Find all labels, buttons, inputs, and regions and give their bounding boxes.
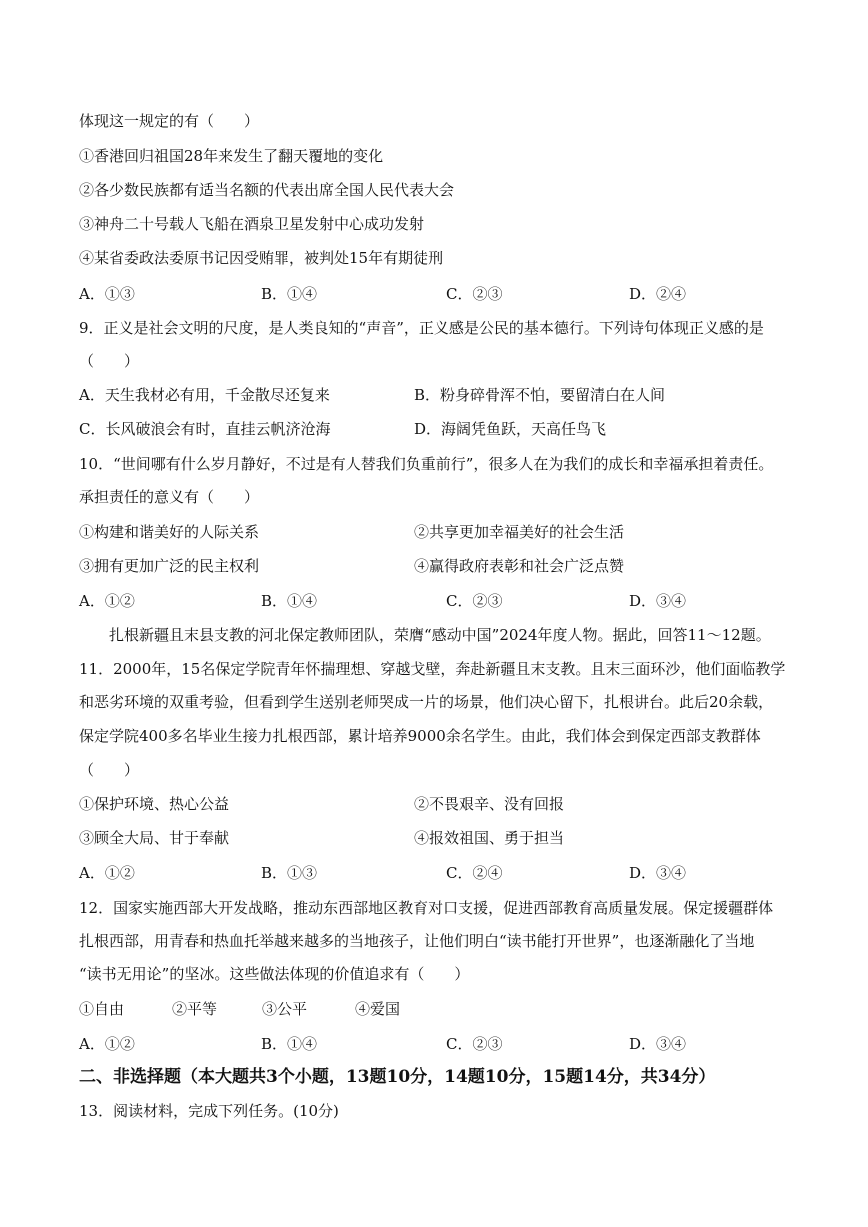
q9-option-a: A．天生我材必有用，千金散尽还复来: [79, 386, 330, 404]
q8-option-c: C．②③: [446, 285, 503, 303]
section-2-title: 二、非选择题（本大题共3个小题，13题10分，14题10分，15题14分，共34分）: [79, 1067, 716, 1087]
q9-option-d: D．海阔凭鱼跃，天高任鸟飞: [414, 420, 607, 438]
q11-stem-line-2: 和恶劣环境的双重考验，但看到学生送别老师哭成一片的场景，他们决心留下，扎根讲台。此后20余载，: [79, 693, 774, 711]
q8-option-b: B．①④: [261, 285, 318, 303]
q11-option-a: A．①②: [79, 864, 135, 882]
q11-stem-line-3: 保定学院400多名毕业生接力扎根西部，累计培养9000余名学生。由此，我们体会到保定西部支教群体: [79, 727, 761, 745]
q11-option-c: C．②④: [446, 864, 503, 882]
q10-item-3: ③拥有更加广泛的民主权利: [79, 557, 260, 575]
q9-option-b: B．粉身碎骨浑不怕，要留清白在人间: [414, 386, 666, 404]
q8-item-1: ①香港回归祖国28年来发生了翻天覆地的变化: [79, 147, 384, 165]
q12-option-b: B．①④: [261, 1035, 318, 1053]
q8-item-3: ③神舟二十号载人飞船在酒泉卫星发射中心成功发射: [79, 215, 425, 233]
q9-stem-line-2: （ ）: [79, 352, 140, 370]
q10-option-d: D．③④: [629, 592, 687, 610]
q11-stem-line-1: 11．2000年，15名保定学院青年怀揣理想、穿越戈壁，奔赴新疆且末支教。且末三面环沙，他们面临教学: [79, 660, 786, 678]
q10-item-2: ②共享更加幸福美好的社会生活: [414, 523, 625, 541]
q10-item-4: ④赢得政府表彰和社会广泛点赞: [414, 557, 625, 575]
q12-stem-line-1: 12．国家实施西部大开发战略，推动东西部地区教育对口支援，促进西部教育高质量发展。保定援疆群体: [79, 899, 774, 917]
q12-option-a: A．①②: [79, 1035, 135, 1053]
q12-stem-line-2: 扎根西部，用青春和热血托举越来越多的当地孩子，让他们明白“读书能打开世界”，也逐渐融化了当地: [79, 932, 755, 950]
q12-option-d: D．③④: [629, 1035, 687, 1053]
q9-option-c: C．长风破浪会有时，直挂云帆济沧海: [79, 420, 331, 438]
q11-stem-line-4: （ ）: [79, 761, 140, 779]
q12-item-1: ①自由: [79, 1000, 125, 1018]
q10-option-b: B．①④: [261, 592, 318, 610]
q11-item-2: ②不畏艰辛、没有回报: [414, 795, 565, 813]
q10-item-1: ①构建和谐美好的人际关系: [79, 523, 260, 541]
q11-item-4: ④报效祖国、勇于担当: [414, 829, 565, 847]
q8-option-a: A．①③: [79, 285, 135, 303]
q8-option-d: D．②④: [629, 285, 687, 303]
q8-item-2: ②各少数民族都有适当名额的代表出席全国人民代表大会: [79, 181, 455, 199]
q12-item-2: ②平等: [172, 1000, 218, 1018]
q13-stem: 13．阅读材料，完成下列任务。(10分): [79, 1102, 339, 1120]
q12-stem-line-3: “读书无用论”的坚冰。这些做法体现的价值追求有（ ）: [79, 965, 470, 983]
q10-stem-line-1: 10．“世间哪有什么岁月静好，不过是有人替我们负重前行”，很多人在为我们的成长和幸福承担着责任。: [79, 455, 774, 473]
q11-item-3: ③顾全大局、甘于奉献: [79, 829, 230, 847]
q11-item-1: ①保护环境、热心公益: [79, 795, 230, 813]
q8-stem-tail: 体现这一规定的有（ ）: [79, 112, 260, 130]
q12-item-4: ④爱国: [355, 1000, 401, 1018]
intro-11-12: 扎根新疆且末县支教的河北保定教师团队，荣膺“感动中国”2024年度人物。据此，回答11～12题。: [109, 626, 771, 644]
q8-item-4: ④某省委政法委原书记因受贿罪，被判处15年有期徒刑: [79, 249, 444, 267]
q10-option-c: C．②③: [446, 592, 503, 610]
q11-option-d: D．③④: [629, 864, 687, 882]
q9-stem-line-1: 9．正义是社会文明的尺度，是人类良知的“声音”，正义感是公民的基本德行。下列诗句体现正义感的是: [79, 319, 764, 337]
q12-item-3: ③公平: [262, 1000, 308, 1018]
q12-option-c: C．②③: [446, 1035, 503, 1053]
q11-option-b: B．①③: [261, 864, 318, 882]
q10-stem-line-2: 承担责任的意义有（ ）: [79, 488, 260, 506]
q10-option-a: A．①②: [79, 592, 135, 610]
